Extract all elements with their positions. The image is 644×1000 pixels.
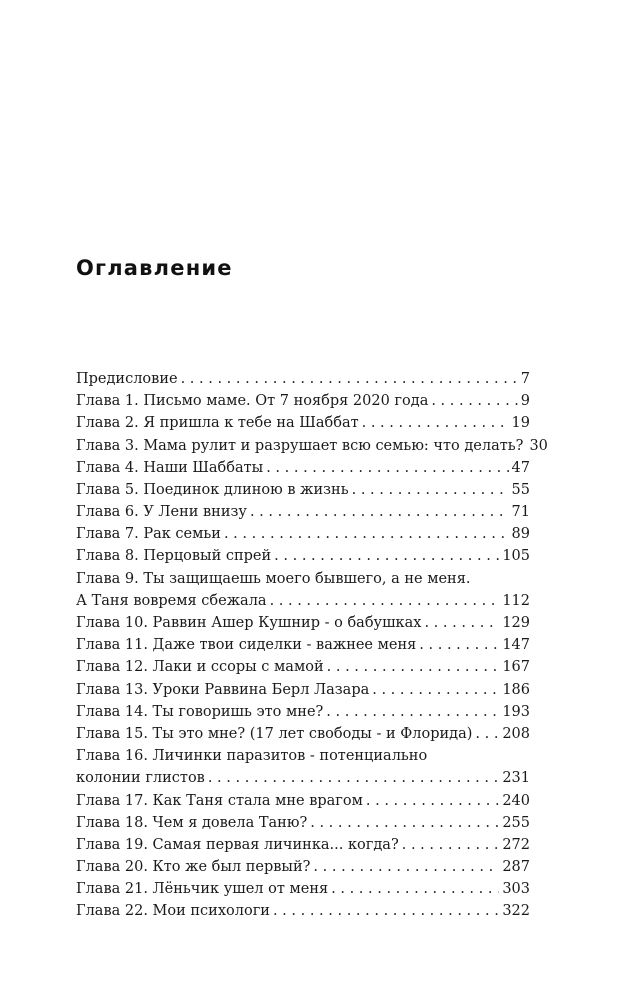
dot-leader (181, 368, 518, 390)
toc-entry-chapter-6[interactable] (76, 501, 530, 523)
toc-entry-chapter-8[interactable] (76, 546, 530, 568)
toc-entry-chapter-19[interactable] (76, 834, 530, 856)
toc-entry-chapter-16-line-1[interactable] (76, 745, 530, 767)
toc-entry-chapter-21[interactable] (76, 878, 530, 900)
toc-entry-title: Глава 7. Рак семьи (76, 526, 221, 543)
dot-leader (313, 856, 499, 878)
toc-entry-chapter-20[interactable] (76, 856, 530, 878)
toc-entry-chapter-18[interactable] (76, 812, 530, 834)
toc-entry-title: Глава 11. Даже твои сиделки - важнее меня (76, 637, 417, 654)
toc-entry-page: 89 (511, 526, 530, 543)
toc-entry-title: Глава 6. У Лени внизу (76, 504, 247, 521)
toc-entry-page: 240 (502, 792, 530, 809)
toc-entry-title: Глава 13. Уроки Раввина Берл Лазара (76, 681, 370, 698)
toc-entry-title: Глава 18. Чем я довела Таню? (76, 814, 308, 831)
toc-entry-chapter-2[interactable] (76, 412, 530, 434)
toc-entry-chapter-10[interactable] (76, 612, 530, 634)
page-title: Оглавление (76, 256, 233, 280)
dot-leader (270, 590, 500, 612)
toc-entry-page: 193 (502, 703, 530, 720)
toc-entry-title: колонии глистов (76, 770, 205, 787)
toc-entry-title: Глава 17. Как Таня стала мне врагом (76, 792, 363, 809)
toc-entry-page: 167 (502, 659, 530, 676)
toc-entry-title: Глава 19. Самая первая личинка... когда? (76, 836, 399, 853)
toc-entry-chapter-16[interactable] (76, 767, 530, 789)
dot-leader (274, 545, 499, 567)
dot-leader (273, 900, 499, 922)
toc-entry-page: 7 (520, 370, 530, 387)
dot-leader (431, 390, 517, 412)
toc-entry-page: 9 (520, 393, 530, 410)
dot-leader (352, 479, 509, 501)
toc-entry-chapter-15[interactable] (76, 723, 530, 745)
table-of-contents (76, 368, 548, 923)
dot-leader (372, 679, 499, 701)
dot-leader (310, 812, 499, 834)
toc-entry-page: 255 (502, 814, 530, 831)
toc-entry-page: 55 (511, 481, 530, 498)
toc-entry-chapter-22[interactable] (76, 901, 530, 923)
toc-entry-page: 186 (502, 681, 530, 698)
dot-leader (402, 834, 500, 856)
toc-entry-title: Глава 22. Мои психологи (76, 903, 270, 920)
toc-entry-title: Глава 21. Лёньчик ушел от меня (76, 881, 329, 898)
toc-entry-page: 322 (502, 903, 530, 920)
toc-entry-title: Глава 16. Личинки паразитов - потенциально (76, 748, 428, 765)
toc-entry-chapter-12[interactable] (76, 656, 530, 678)
toc-entry-title: Глава 3. Мама рулит и разрушает всю семью: что делать? (76, 437, 524, 454)
toc-entry-page: 105 (502, 548, 530, 565)
toc-entry-title: Глава 8. Перцовый спрей (76, 548, 272, 565)
dot-leader (224, 523, 509, 545)
toc-entry-page: 147 (502, 637, 530, 654)
dot-leader (424, 612, 499, 634)
toc-entry-chapter-1[interactable] (76, 390, 530, 412)
dot-leader (419, 634, 499, 656)
toc-entry-page: 272 (502, 836, 530, 853)
toc-entry-preface[interactable] (76, 368, 530, 390)
dot-leader (362, 412, 509, 434)
toc-entry-page: 303 (502, 881, 530, 898)
toc-entry-chapter-13[interactable] (76, 679, 530, 701)
dot-leader (250, 501, 509, 523)
toc-entry-chapter-17[interactable] (76, 790, 530, 812)
toc-entry-chapter-3[interactable] (76, 435, 548, 457)
dot-leader (475, 723, 499, 745)
toc-entry-page: 112 (502, 592, 530, 609)
dot-leader (326, 701, 499, 723)
toc-entry-title: Глава 2. Я пришла к тебе на Шаббат (76, 415, 359, 432)
toc-entry-chapter-11[interactable] (76, 634, 530, 656)
toc-entry-chapter-9[interactable] (76, 590, 530, 612)
toc-entry-chapter-14[interactable] (76, 701, 530, 723)
toc-entry-page: 71 (511, 504, 530, 521)
toc-entry-title: Глава 5. Поединок длиною в жизнь (76, 481, 349, 498)
toc-entry-chapter-4[interactable] (76, 457, 530, 479)
toc-entry-title: Глава 9. Ты защищаешь моего бывшего, а не меня. (76, 570, 471, 587)
toc-entry-page: 19 (511, 415, 530, 432)
dot-leader (331, 878, 499, 900)
toc-entry-chapter-5[interactable] (76, 479, 530, 501)
toc-entry-title: Глава 10. Раввин Ашер Кушнир - о бабушках (76, 615, 422, 632)
toc-entry-title: Глава 20. Кто же был первый? (76, 859, 311, 876)
toc-entry-title: Глава 1. Письмо маме. От 7 ноября 2020 года (76, 393, 429, 410)
toc-entry-title: Глава 15. Ты это мне? (17 лет свободы - и Флорида) (76, 725, 473, 742)
toc-entry-chapter-9-line-1[interactable] (76, 568, 530, 590)
toc-entry-title: Глава 12. Лаки и ссоры с мамой (76, 659, 324, 676)
toc-entry-page: 208 (502, 725, 530, 742)
dot-leader (327, 656, 500, 678)
toc-entry-chapter-7[interactable] (76, 523, 530, 545)
dot-leader (208, 767, 499, 789)
toc-entry-page: 129 (502, 615, 530, 632)
toc-entry-page: 287 (502, 859, 530, 876)
dot-leader (366, 790, 499, 812)
toc-entry-title: Глава 4. Наши Шаббаты (76, 459, 264, 476)
toc-entry-title: А Таня вовремя сбежала (76, 592, 267, 609)
toc-entry-page: 30 (529, 437, 548, 454)
toc-entry-page: 231 (502, 770, 530, 787)
toc-entry-title: Предисловие (76, 370, 178, 387)
dot-leader (266, 457, 508, 479)
toc-entry-page: 47 (511, 459, 530, 476)
toc-entry-title: Глава 14. Ты говоришь это мне? (76, 703, 324, 720)
